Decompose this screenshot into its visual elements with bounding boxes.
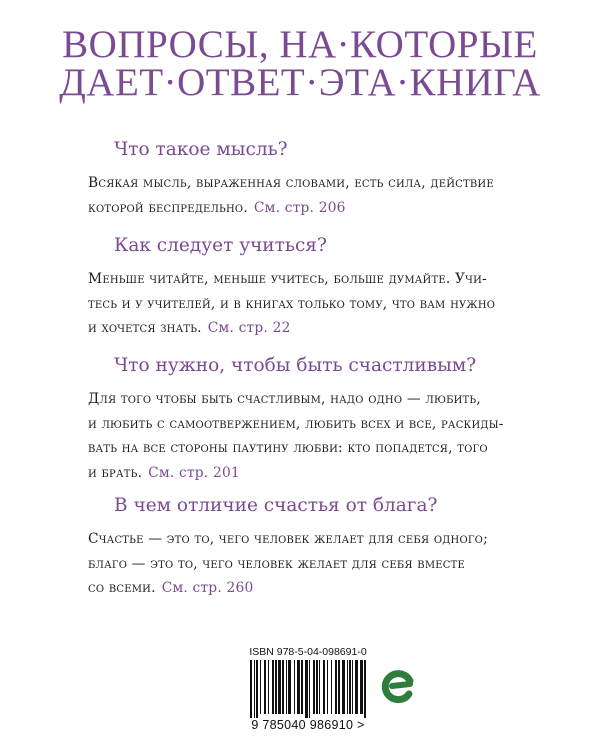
answer-line bbox=[88, 316, 528, 341]
barcode-bar bbox=[264, 660, 266, 714]
title-line-2: ДАЕТ·ОТВЕТ·ЭТА·КНИГА bbox=[59, 61, 541, 104]
barcode-bar bbox=[254, 660, 255, 718]
barcode-bar bbox=[272, 660, 274, 714]
answer bbox=[88, 267, 528, 341]
isbn-barcode bbox=[244, 646, 372, 736]
barcode-bar bbox=[327, 660, 328, 714]
qa-block bbox=[88, 354, 528, 485]
question: Что нужно, чтобы быть счастливым? bbox=[114, 355, 477, 376]
barcode-bar bbox=[316, 660, 318, 714]
barcode-bar bbox=[347, 660, 348, 714]
answer-line: тесь и у учителей, и в книгах только тому, что вам нужно bbox=[88, 295, 496, 312]
barcode-bar bbox=[268, 660, 269, 714]
barcode-bar bbox=[301, 660, 303, 714]
answer-line: Всякая мысль, выраженная словами, есть сила, действие bbox=[88, 175, 494, 191]
barcode-bar bbox=[323, 660, 325, 714]
page-reference: См. стр. 206 bbox=[253, 199, 346, 216]
question: Как следует учиться? bbox=[114, 235, 327, 256]
barcode-bar bbox=[313, 660, 315, 714]
answer bbox=[88, 527, 528, 601]
barcode-bar bbox=[256, 660, 258, 718]
barcode-bar bbox=[286, 660, 287, 714]
answer-line-text: и хочется знать. bbox=[88, 320, 202, 336]
barcode-bar bbox=[278, 660, 281, 714]
page-reference: См. стр. 22 bbox=[207, 320, 291, 336]
isbn-text: ISBN 978-5-04-098691-0 bbox=[249, 646, 367, 658]
barcode-bars bbox=[244, 660, 372, 718]
barcode-bar bbox=[305, 660, 308, 718]
title-line-1: ВОПРОСЫ, НА·КОТОРЫЕ bbox=[62, 23, 538, 66]
barcode-bar bbox=[319, 660, 320, 714]
barcode-bar bbox=[352, 660, 353, 714]
cover-title bbox=[0, 23, 600, 104]
page-reference: См. стр. 260 bbox=[161, 580, 254, 596]
barcode-bar bbox=[360, 660, 363, 714]
answer bbox=[88, 387, 528, 485]
answer-line-text: и брать. bbox=[88, 464, 143, 481]
barcode-bar bbox=[288, 660, 291, 714]
barcode-digits: 9 785040 986910 > bbox=[251, 718, 365, 732]
barcode-bar bbox=[335, 660, 337, 714]
qa-block bbox=[88, 234, 528, 341]
barcode-bar bbox=[342, 660, 345, 714]
barcode-bar bbox=[250, 660, 252, 718]
barcode-bar bbox=[364, 660, 366, 718]
answer-line: благо — это то, чего человек желает для себя вместе bbox=[88, 555, 465, 572]
answer-line: Счастье — это то, чего человек желает для себя одного; bbox=[88, 531, 488, 547]
answer-line-text: которой беспредельно. bbox=[88, 199, 248, 216]
answer-line: Для того чтобы быть счастливым, надо одно — любить, bbox=[88, 391, 481, 407]
answer-line-text: со всеми. bbox=[88, 580, 156, 596]
question: Что такое мысль? bbox=[114, 139, 288, 160]
answer-line bbox=[88, 576, 528, 601]
barcode-bar bbox=[309, 660, 310, 718]
answer-line: Меньше читайте, меньше учитесь, больше думайте. Учи- bbox=[88, 271, 487, 287]
barcode-bar bbox=[331, 660, 332, 714]
barcode-bar bbox=[355, 660, 358, 714]
barcode-bar bbox=[275, 660, 277, 714]
answer-line bbox=[88, 461, 528, 486]
qa-block bbox=[88, 138, 528, 220]
barcode-bar bbox=[338, 660, 340, 714]
publisher-logo-icon bbox=[380, 668, 416, 704]
barcode-bar bbox=[297, 660, 300, 714]
answer-line: и любить с самоотвержением, любить всех и все, раскиды- bbox=[88, 415, 504, 432]
barcode-bar bbox=[349, 660, 351, 714]
answer-line bbox=[88, 196, 528, 221]
barcode-bar bbox=[294, 660, 295, 714]
answer bbox=[88, 171, 528, 220]
qa-block bbox=[88, 494, 528, 601]
page-reference: См. стр. 201 bbox=[148, 464, 240, 481]
barcode-bar bbox=[282, 660, 284, 714]
barcode-bar bbox=[260, 660, 261, 714]
question: В чем отличие счастья от блага? bbox=[114, 495, 438, 516]
answer-line: вать на все стороны паутину любви: кто попадется, того bbox=[88, 440, 488, 456]
